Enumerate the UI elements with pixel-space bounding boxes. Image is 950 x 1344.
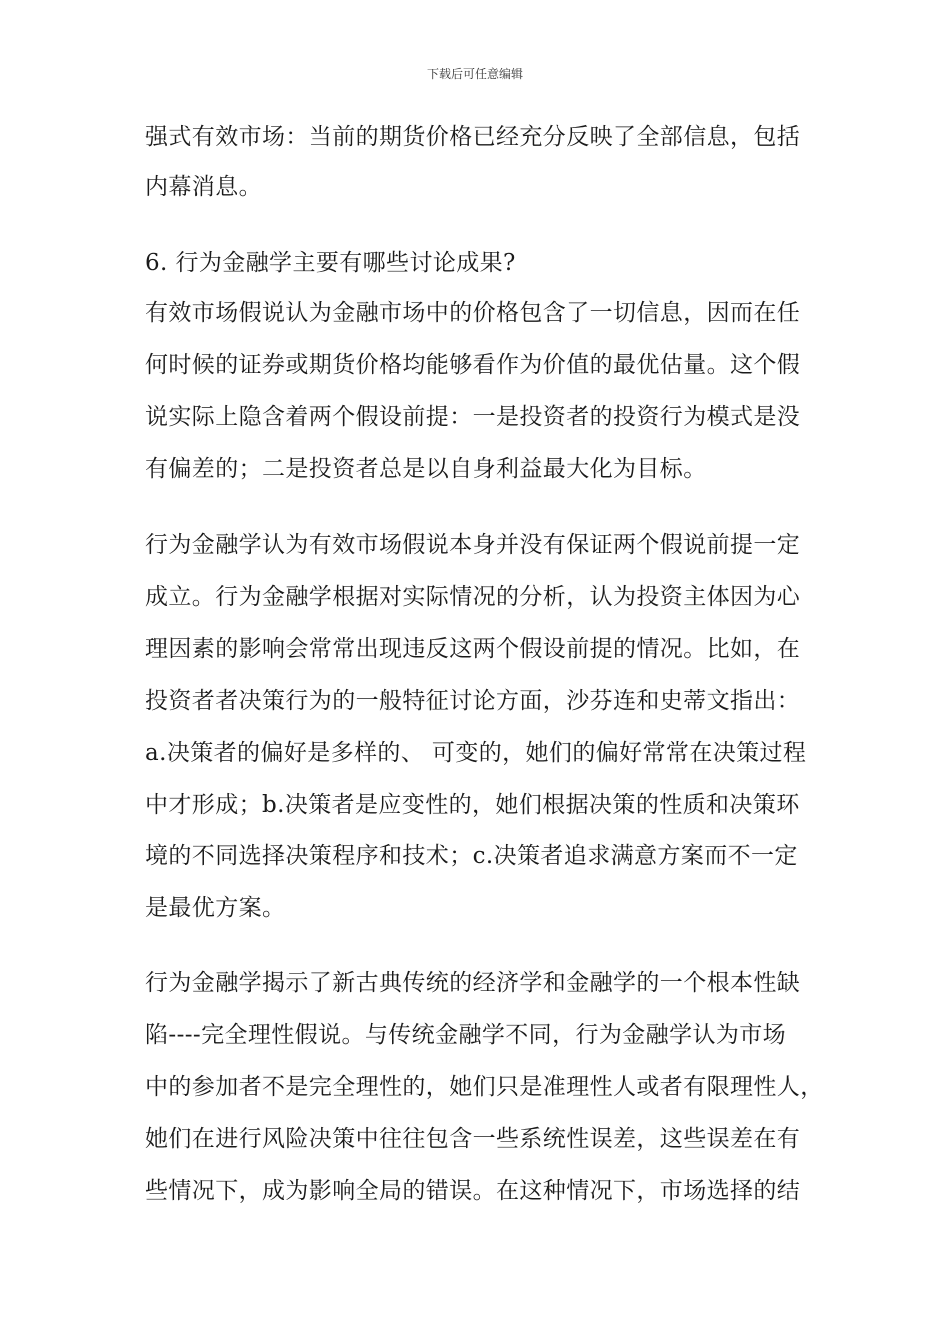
text-line: 内幕消息。: [145, 174, 262, 200]
text-line: 说实际上隐含着两个假设前提：一是投资者的投资行为模式是没: [145, 404, 801, 430]
text-line: 理因素的影响会常常出现违反这两个假设前提的情况。比如，在: [145, 636, 801, 662]
text-line: 些情况下，成为影响全局的错误。在这种情况下，市场选择的结: [145, 1178, 801, 1204]
text-line: a.决策者的偏好是多样的、 可变的，她们的偏好常常在决策过程: [145, 740, 807, 766]
text-line: 何时候的证券或期货价格均能够看作为价值的最优估量。这个假: [145, 352, 801, 378]
text-line: 陷----完全理性假说。与传统金融学不同，行为金融学认为市场: [145, 1022, 787, 1048]
text-line: 有偏差的；二是投资者总是以自身利益最大化为目标。: [145, 456, 707, 482]
text-line: 她们在进行风险决策中往往包含一些系统性误差，这些误差在有: [145, 1126, 801, 1152]
text-line: 有效市场假说认为金融市场中的价格包含了一切信息，因而在任: [145, 300, 801, 326]
page-header-note: 下载后可任意编辑: [426, 67, 523, 81]
text-line: 投资者者决策行为的一般特征讨论方面，沙芬连和史蒂文指出：: [145, 688, 801, 714]
text-line: 行为金融学认为有效市场假说本身并没有保证两个假说前提一定: [145, 532, 801, 558]
question-heading: 6. 行为金融学主要有哪些讨论成果?: [145, 250, 516, 276]
text-line: 中的参加者不是完全理性的，她们只是准理性人或者有限理性人，: [145, 1074, 824, 1100]
text-line: 中才形成；b.决策者是应变性的，她们根据决策的性质和决策环: [145, 792, 800, 818]
text-line: 境的不同选择决策程序和技术；c.决策者追求满意方案而不一定: [145, 843, 798, 869]
text-line: 强式有效市场：当前的期货价格已经充分反映了全部信息，包括: [145, 124, 801, 150]
text-line: 是最优方案。: [145, 895, 286, 921]
text-line: 成立。行为金融学根据对实际情况的分析，认为投资主体因为心: [145, 584, 801, 610]
text-line: 行为金融学揭示了新古典传统的经济学和金融学的一个根本性缺: [145, 970, 801, 996]
